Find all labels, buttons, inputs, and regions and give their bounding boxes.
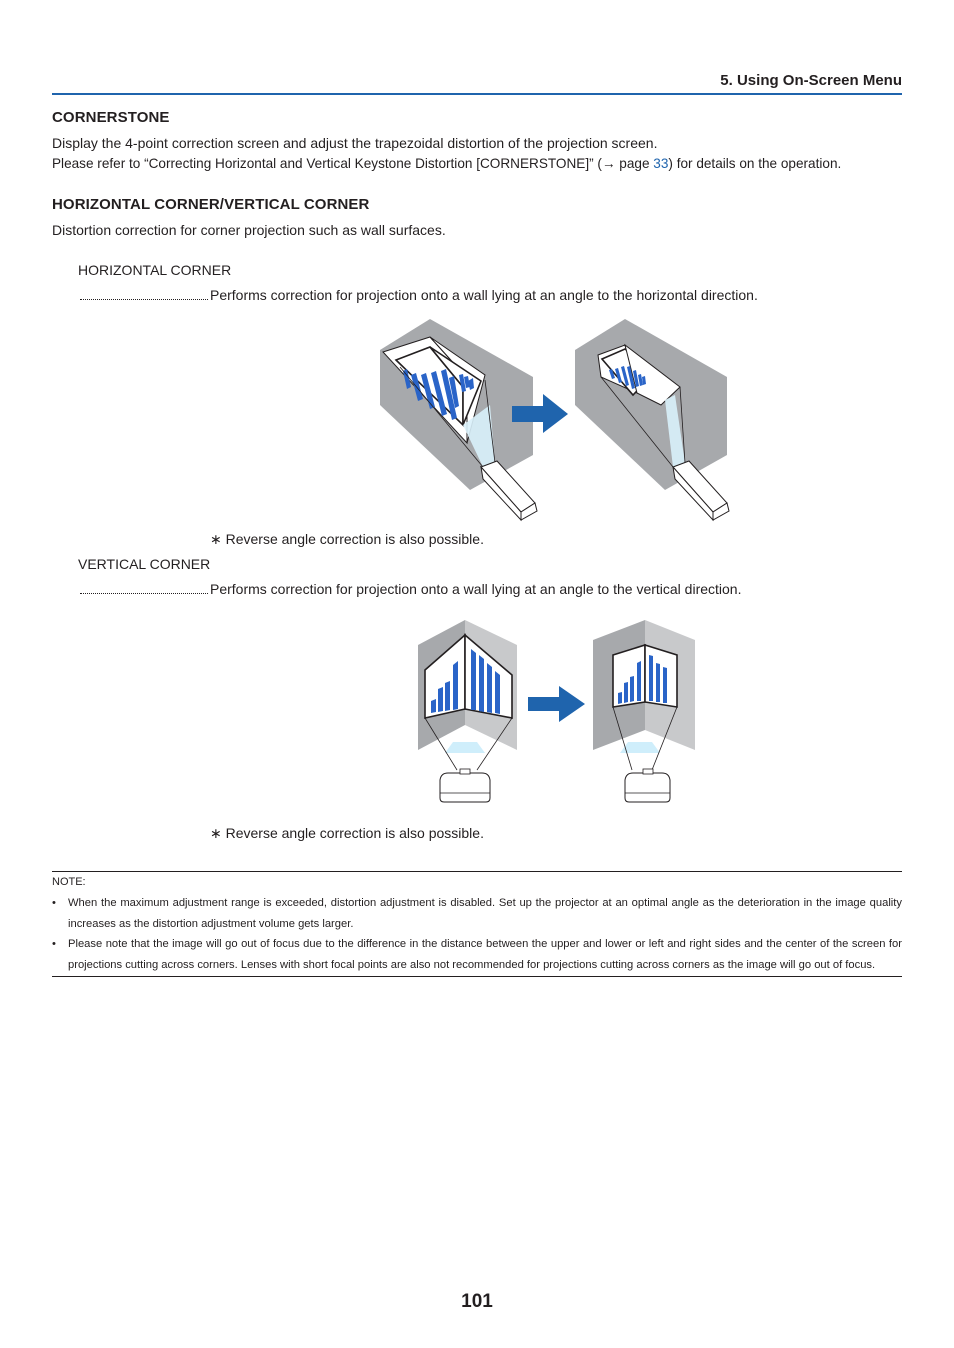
cornerstone-line-2-tail: ) for details on the operation. — [668, 155, 842, 171]
note-item — [52, 893, 902, 934]
projector-icon — [625, 769, 670, 802]
bullet-icon: • — [52, 938, 56, 950]
corner-intro: Distortion correction for corner projection such as wall surfaces. — [52, 222, 446, 238]
horizontal-corner-illustration — [375, 315, 735, 520]
vertical-before-scene — [418, 620, 517, 802]
section-header-title: 5. Using On-Screen Menu — [720, 72, 902, 89]
horizontal-footnote: ∗ Reverse angle correction is also possible. — [210, 531, 484, 547]
header-rule — [52, 93, 902, 95]
vertical-leader-dots — [80, 587, 208, 594]
note-top-rule — [52, 871, 902, 872]
corner-heading: HORIZONTAL CORNER/VERTICAL CORNER — [52, 196, 370, 213]
note-item — [52, 934, 902, 975]
note-label: NOTE: — [52, 876, 86, 888]
vertical-corner-term: VERTICAL CORNER — [78, 556, 211, 572]
arrow-right-icon — [528, 686, 585, 722]
vertical-corner-illustration — [415, 615, 700, 805]
note-item-text: Please note that the image will go out of focus due to the difference in the distance between the upper and lower or left and right sides and the center of the screen for projections cutting across corners. Lenses with short focal points are also not recommended for projections cutting across corners as the image will go out of focus. — [68, 938, 902, 971]
bullet-icon: • — [52, 897, 56, 909]
horizontal-corner-definition: Performs correction for projection onto a wall lying at an angle to the horizontal direction. — [210, 287, 758, 303]
horizontal-corner-term: HORIZONTAL CORNER — [78, 262, 232, 278]
cornerstone-line-2 — [52, 155, 841, 171]
vertical-footnote: ∗ Reverse angle correction is also possible. — [210, 825, 484, 841]
cornerstone-line-2-text: Please refer to “Correcting Horizontal and Vertical Keystone Distortion [CORNERSTONE]” (→ page — [52, 155, 654, 171]
note-item-text: When the maximum adjustment range is exceeded, distortion adjustment is disabled. Set up the projector at an optimal angle as the deterioration in the image quality increases as the distortion adjustment volume gets larger. — [68, 897, 902, 930]
note-bottom-rule — [52, 976, 902, 977]
cornerstone-line-1: Display the 4-point correction screen and adjust the trapezoidal distortion of the projection screen. — [52, 135, 658, 151]
horizontal-after-scene — [575, 319, 729, 520]
projector-icon — [440, 769, 490, 802]
page-33-link[interactable]: 33 — [653, 155, 669, 171]
cornerstone-heading: CORNERSTONE — [52, 109, 170, 126]
vertical-after-scene — [593, 620, 695, 802]
vertical-corner-definition: Performs correction for projection onto a wall lying at an angle to the vertical direction. — [210, 581, 742, 597]
horizontal-leader-dots — [80, 293, 208, 300]
page-number: 101 — [461, 1291, 493, 1312]
